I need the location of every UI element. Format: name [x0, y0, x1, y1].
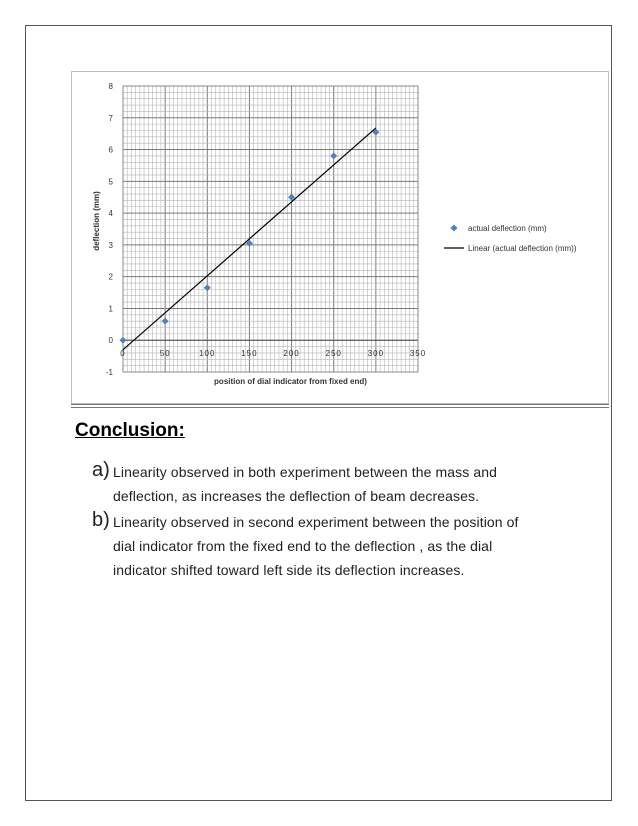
legend-label: Linear (actual deflection (mm))	[468, 244, 577, 253]
item-line: indicator shifted toward left side its deflection increases.	[113, 562, 465, 578]
x-tick-label: 50	[159, 349, 171, 359]
data-point	[330, 152, 337, 159]
section-divider-double	[71, 407, 609, 408]
y-tick-label: 7	[108, 113, 113, 123]
x-tick-label: 150	[241, 349, 258, 359]
x-tick-label: 350	[409, 349, 427, 359]
y-tick-label: 2	[108, 272, 113, 282]
chart-frame	[71, 71, 609, 404]
item-line: deflection, as increases the deflection of beam decreases.	[113, 488, 480, 504]
x-tick-label: 250	[325, 349, 342, 359]
deflection-chart	[72, 72, 608, 403]
x-axis-title: position of dial indicator from fixed end)	[214, 377, 367, 386]
y-tick-label: 0	[108, 336, 113, 346]
legend-marker-scatter	[451, 225, 458, 232]
data-point	[204, 284, 211, 291]
section-divider	[71, 404, 609, 405]
conclusion-heading: Conclusion:	[75, 420, 185, 441]
x-tick-label: 200	[283, 349, 300, 359]
y-tick-label: 5	[108, 177, 113, 187]
item-marker: b)	[92, 509, 110, 531]
item-marker: a)	[92, 459, 110, 481]
y-axis-title: deflection (mm)	[92, 191, 101, 251]
conclusion-item-a	[92, 458, 562, 508]
conclusion-item-b	[92, 508, 562, 584]
y-tick-label: 6	[108, 145, 113, 155]
y-tick-label: -1	[105, 368, 113, 377]
y-tick-label: 1	[108, 304, 113, 314]
item-line: Linearity observed in second experiment between the position of	[113, 514, 519, 530]
y-tick-label: 8	[108, 82, 113, 91]
x-tick-label: 100	[199, 349, 216, 359]
x-tick-label: 0	[120, 349, 126, 359]
item-line: Linearity observed in both experiment between the mass and	[113, 464, 498, 480]
item-line: dial indicator from the fixed end to the deflection , as the dial	[113, 538, 493, 554]
data-point	[162, 318, 169, 325]
y-tick-label: 4	[108, 209, 113, 219]
legend-label: actual deflection (mm)	[468, 224, 547, 233]
x-tick-label: 300	[367, 349, 385, 359]
y-tick-label: 3	[108, 240, 113, 250]
data-point	[120, 337, 127, 344]
